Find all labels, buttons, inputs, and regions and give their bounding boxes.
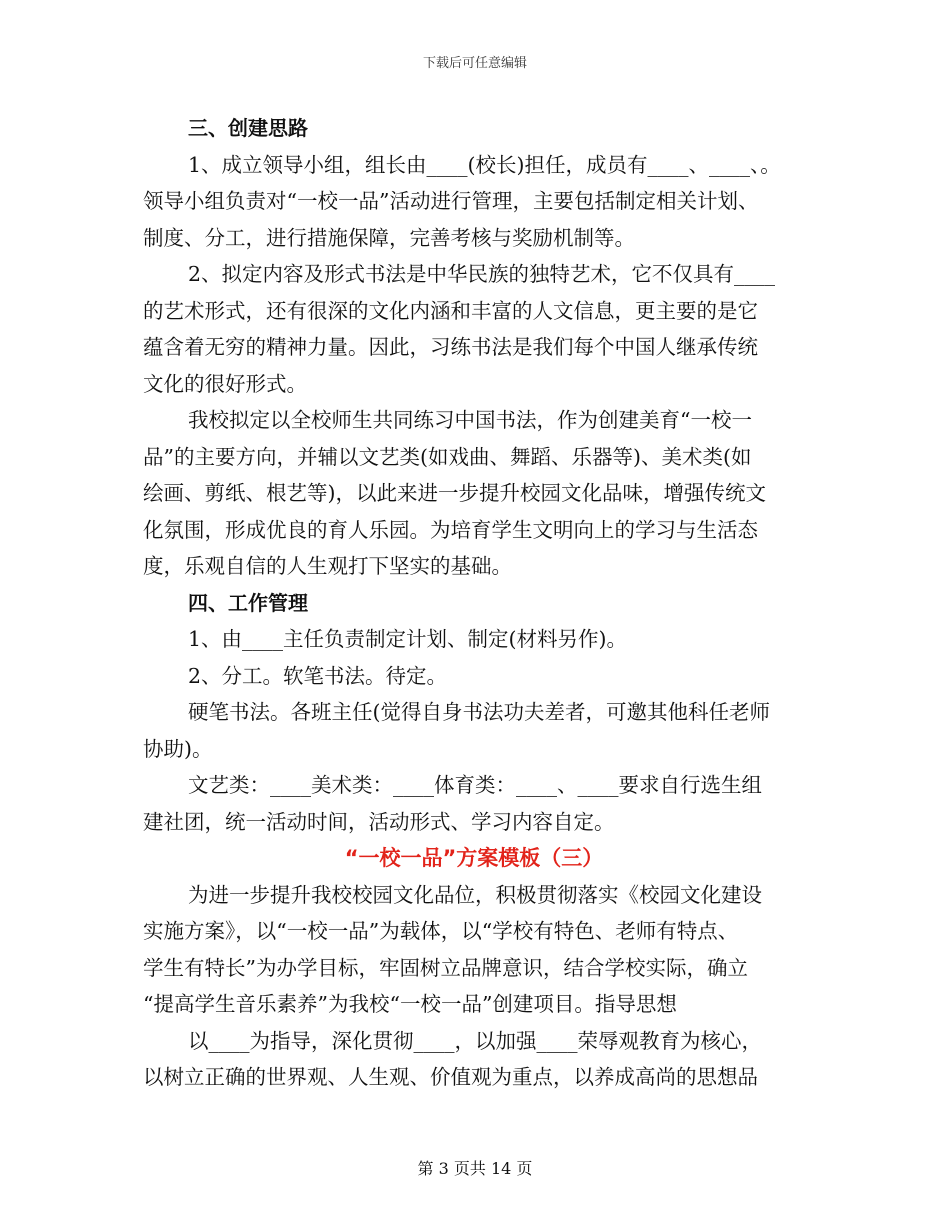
paragraph-line: 2、分工。软笔书法。待定。 bbox=[188, 663, 448, 688]
paragraph-line: 的艺术形式，还有很深的文化内涵和丰富的人文信息，更主要的是它 bbox=[143, 298, 758, 323]
paragraph-line: 制度、分工，进行措施保障，完善考核与奖励机制等。 bbox=[143, 225, 635, 250]
page-footer: 第 3 页共 14 页 bbox=[417, 1159, 533, 1178]
paragraph-line: 为进一步提升我校校园文化品位，积极贯彻落实《校园文化建设 bbox=[188, 882, 762, 907]
paragraph-line: 以树立正确的世界观、人生观、价值观为重点，以养成高尚的思想品 bbox=[143, 1065, 758, 1089]
paragraph-line: 领导小组负责对“一校一品”活动进行管理，主要包括制定相关计划、 bbox=[143, 189, 759, 213]
template-title: “一校一品”方案模板（三） bbox=[344, 846, 604, 870]
header-note: 下载后可任意编辑 bbox=[422, 56, 527, 71]
paragraph-line: “提高学生音乐素养”为我校“一校一品”创建项目。指导思想 bbox=[143, 992, 677, 1016]
paragraph-line: 1、由____主任负责制定计划、制定(材料另作)。 bbox=[188, 627, 628, 651]
paragraph-line: 绘画、剪纸、根艺等)，以此来进一步提升校园文化品味，增强传统文 bbox=[143, 481, 766, 505]
section-heading-4: 四、工作管理 bbox=[188, 590, 308, 615]
paragraph-line: 度，乐观自信的人生观打下坚实的基础。 bbox=[143, 554, 512, 578]
paragraph-line: 建社团，统一活动时间，活动形式、学习内容自定。 bbox=[143, 809, 615, 834]
paragraph-line: 文艺类：____美术类：____体育类：____、____要求自行选生组 bbox=[188, 773, 762, 797]
paragraph-line: 协助)。 bbox=[143, 736, 213, 761]
section-heading-3: 三、创建思路 bbox=[188, 116, 308, 140]
paragraph-line: 2、拟定内容及形式书法是中华民族的独特艺术，它不仅具有____ bbox=[188, 262, 776, 286]
document-body bbox=[143, 110, 813, 1096]
paragraph-line: 品”的主要方向，并辅以文艺类(如戏曲、舞蹈、乐器等)、美术类(如 bbox=[143, 444, 752, 469]
paragraph-line: 硬笔书法。各班主任(觉得自身书法功夫差者，可邀其他科任老师 bbox=[188, 700, 770, 724]
paragraph-line: 化氛围，形成优良的育人乐园。为培育学生文明向上的学习与生活态 bbox=[143, 517, 758, 542]
paragraph-line: 学生有特长”为办学目标，牢固树立品牌意识，结合学校实际，确立 bbox=[143, 955, 748, 980]
paragraph-line: 我校拟定以全校师生共同练习中国书法，作为创建美育“一校一 bbox=[188, 408, 752, 432]
paragraph-line: 以____为指导，深化贯彻____，以加强____荣辱观教育为核心， bbox=[188, 1028, 762, 1053]
paragraph-line: 1、成立领导小组，组长由____(校长)担任，成员有____、____、。 bbox=[188, 152, 781, 177]
paragraph-line: 实施方案》，以“一校一品”为载体，以“学校有特色、老师有特点、 bbox=[143, 919, 739, 943]
paragraph-line: 文化的很好形式。 bbox=[143, 371, 307, 396]
paragraph-line: 蕴含着无穷的精神力量。因此，习练书法是我们每个中国人继承传统 bbox=[143, 335, 758, 359]
